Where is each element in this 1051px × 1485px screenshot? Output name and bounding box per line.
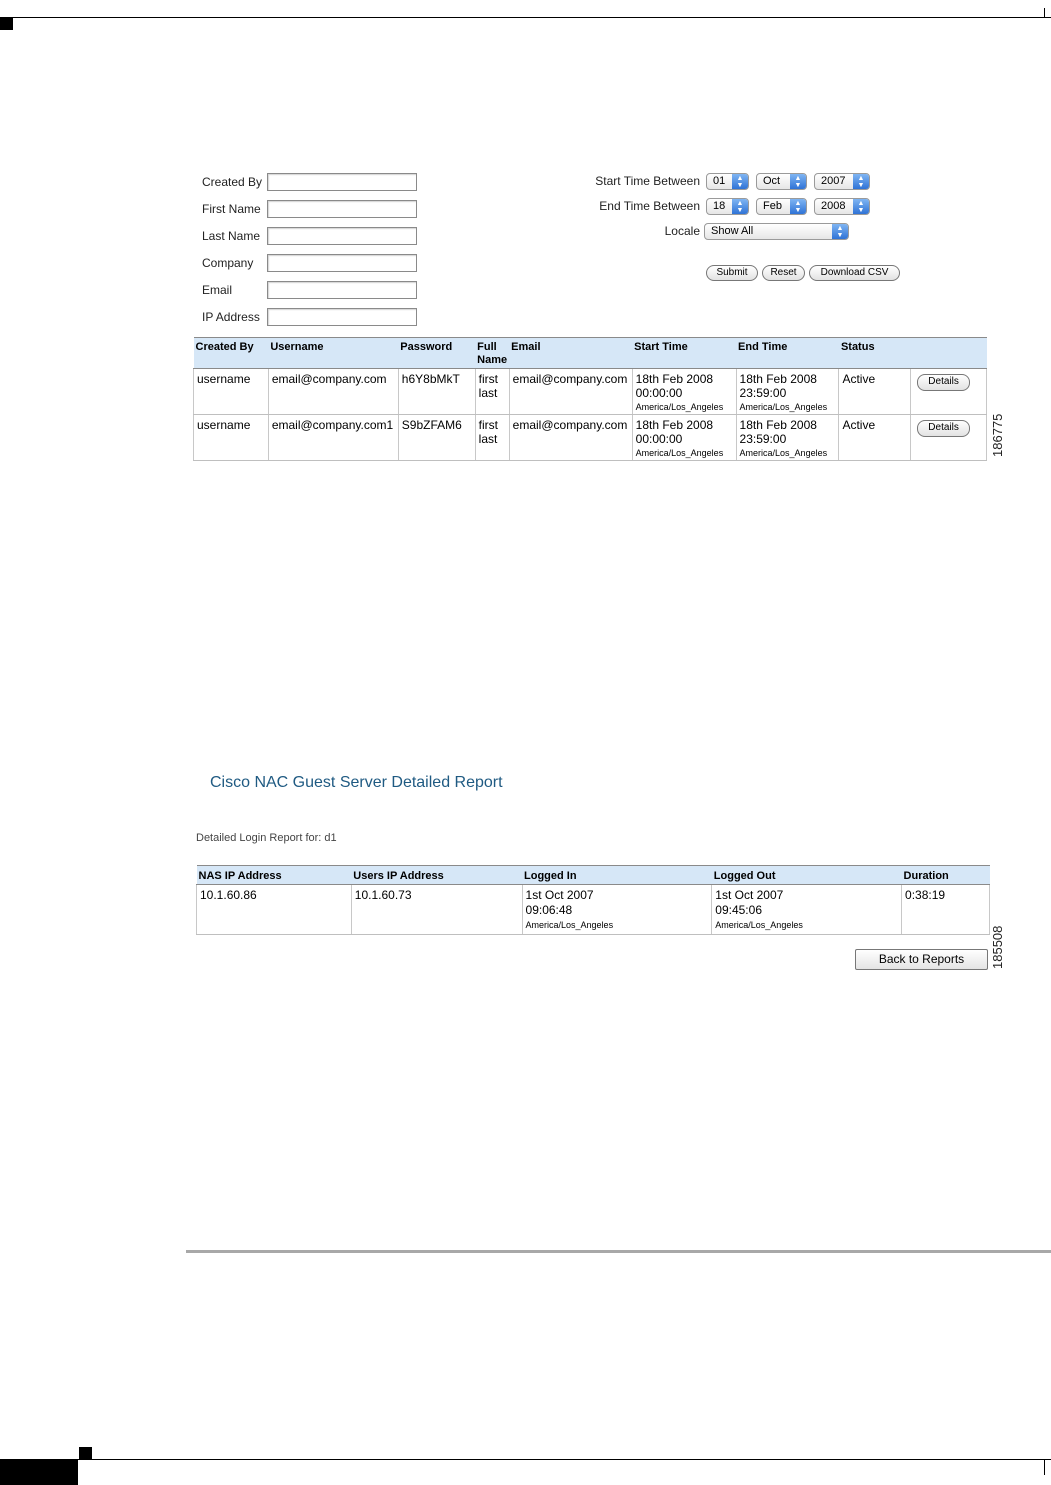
cell-full-name: first last — [475, 369, 509, 415]
email-input[interactable] — [267, 281, 417, 299]
company-input[interactable] — [267, 254, 417, 272]
start-year-select[interactable]: 2007 ▲ ▼ — [814, 173, 870, 190]
footer-bar — [0, 1460, 78, 1485]
end-month-select[interactable]: Feb ▲ ▼ — [756, 198, 807, 215]
ip-address-input[interactable] — [267, 308, 417, 326]
download-csv-button[interactable]: Download CSV — [809, 265, 900, 281]
select-arrows-icon: ▲ ▼ — [853, 174, 869, 189]
header-marker — [0, 18, 13, 30]
report-subtitle: Detailed Login Report for: d1 — [196, 832, 337, 844]
cell-duration: 0:38:19 — [902, 885, 990, 935]
col-username: Username — [268, 338, 398, 369]
cell-actions — [911, 415, 987, 461]
cell-actions — [911, 369, 987, 415]
login-report-table — [196, 865, 990, 935]
created-by-label: Created By — [202, 175, 263, 189]
cell-status: Active — [839, 369, 911, 415]
table-header-row — [194, 338, 987, 369]
col-actions — [911, 338, 987, 369]
table-row — [194, 369, 987, 415]
select-arrows-icon: ▲ ▼ — [790, 174, 806, 189]
details-button[interactable]: Details — [917, 374, 970, 391]
end-time-label: End Time Between — [599, 199, 700, 213]
cell-full-name: first last — [475, 415, 509, 461]
col-full-name: Full Name — [475, 338, 509, 369]
cell-email: email@company.com — [509, 415, 632, 461]
select-arrows-icon: ▲ ▼ — [832, 224, 848, 239]
col-user-ip: Users IP Address — [351, 866, 522, 885]
col-logged-out: Logged Out — [712, 866, 902, 885]
ip-address-label: IP Address — [202, 310, 260, 324]
crop-mark — [1044, 1460, 1045, 1475]
figure-id-1: 186775 — [990, 413, 1005, 457]
select-arrows-icon: ▲ ▼ — [732, 199, 748, 214]
start-time-label: Start Time Between — [595, 174, 700, 188]
last-name-input[interactable] — [267, 227, 417, 245]
section-rule — [186, 1250, 1051, 1253]
cell-nas-ip: 10.1.60.86 — [197, 885, 352, 935]
cell-created-by: username — [194, 415, 269, 461]
cell-user-ip: 10.1.60.73 — [351, 885, 522, 935]
col-created-by: Created By — [194, 338, 269, 369]
table-row — [197, 885, 990, 935]
cell-end-time: 18th Feb 2008 23:59:00 America/Los_Angeles — [736, 369, 839, 415]
cell-end-time: 18th Feb 2008 23:59:00 America/Los_Angeles — [736, 415, 839, 461]
cell-created-by: username — [194, 369, 269, 415]
start-month-select[interactable]: Oct ▲ ▼ — [756, 173, 807, 190]
submit-button[interactable]: Submit — [706, 265, 758, 281]
back-to-reports-button[interactable]: Back to Reports — [855, 949, 988, 970]
cell-username: email@company.com1 — [268, 415, 398, 461]
col-nas-ip: NAS IP Address — [197, 866, 352, 885]
reset-button[interactable]: Reset — [762, 265, 805, 281]
email-label: Email — [202, 283, 233, 297]
cell-status: Active — [839, 415, 911, 461]
details-button[interactable]: Details — [917, 420, 970, 437]
cell-password: h6Y8bMkT — [398, 369, 475, 415]
select-arrows-icon: ▲ ▼ — [853, 199, 869, 214]
cell-password: S9bZFAM6 — [398, 415, 475, 461]
start-day-select[interactable]: 01 ▲ ▼ — [706, 173, 749, 190]
col-logged-in: Logged In — [522, 866, 712, 885]
header-rule — [0, 17, 1051, 18]
col-status: Status — [839, 338, 911, 369]
col-password: Password — [398, 338, 475, 369]
cell-logged-out: 1st Oct 2007 09:45:06 America/Los_Angeles — [712, 885, 902, 935]
first-name-label: First Name — [202, 202, 261, 216]
first-name-input[interactable] — [267, 200, 417, 218]
footer-marker — [79, 1447, 92, 1459]
col-email: Email — [509, 338, 632, 369]
col-duration: Duration — [902, 866, 990, 885]
cell-email: email@company.com — [509, 369, 632, 415]
footer-rule — [0, 1459, 1051, 1460]
cell-logged-in: 1st Oct 2007 09:06:48 America/Los_Angeles — [522, 885, 712, 935]
select-arrows-icon: ▲ ▼ — [790, 199, 806, 214]
col-end-time: End Time — [736, 338, 839, 369]
cell-start-time: 18th Feb 2008 00:00:00 America/Los_Angeles — [632, 369, 736, 415]
locale-label: Locale — [664, 224, 700, 238]
locale-select[interactable]: Show All ▲ ▼ — [704, 223, 849, 240]
end-year-select[interactable]: 2008 ▲ ▼ — [814, 198, 870, 215]
table-header-row — [197, 866, 990, 885]
table-row — [194, 415, 987, 461]
end-day-select[interactable]: 18 ▲ ▼ — [706, 198, 749, 215]
created-by-input[interactable] — [267, 173, 417, 191]
cell-start-time: 18th Feb 2008 00:00:00 America/Los_Angeles — [632, 415, 736, 461]
report-title: Cisco NAC Guest Server Detailed Report — [210, 774, 503, 791]
guest-accounts-table — [193, 337, 987, 461]
figure-id-2: 185508 — [990, 925, 1005, 969]
col-start-time: Start Time — [632, 338, 736, 369]
last-name-label: Last Name — [202, 229, 261, 243]
cell-username: email@company.com — [268, 369, 398, 415]
company-label: Company — [202, 256, 254, 270]
select-arrows-icon: ▲ ▼ — [732, 174, 748, 189]
